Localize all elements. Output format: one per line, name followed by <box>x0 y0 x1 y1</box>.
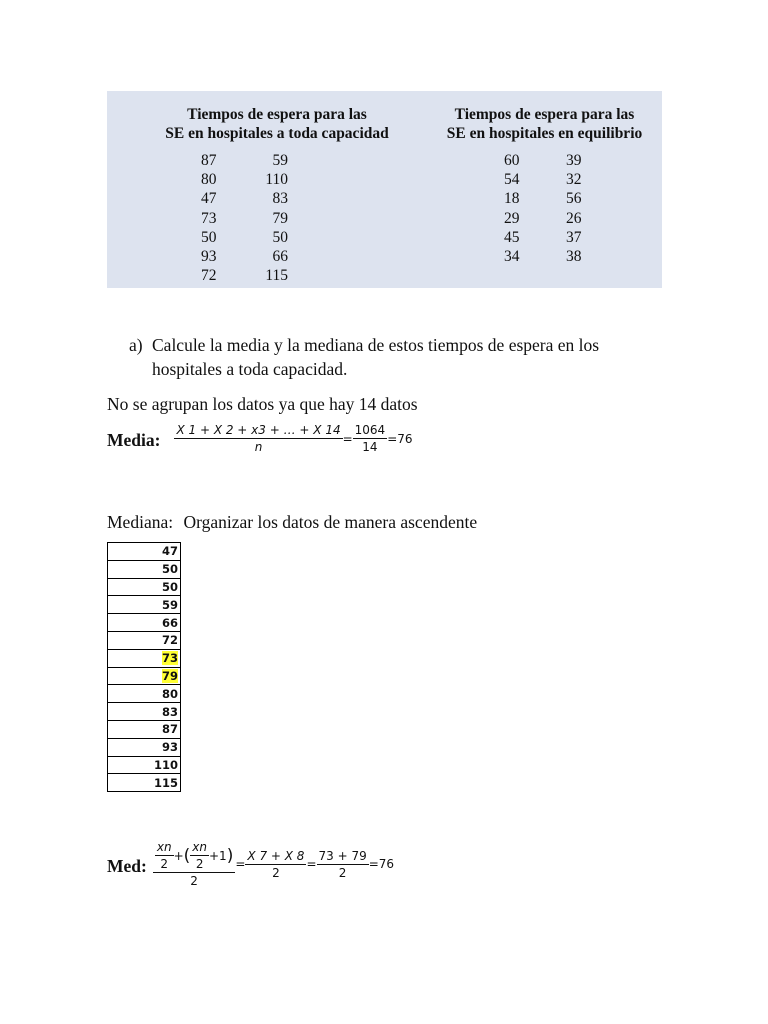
table-cell: 50 <box>108 560 181 578</box>
table-cell: 83 <box>108 703 181 721</box>
right-col1-value: 34 <box>504 247 520 265</box>
sorted-values-table <box>107 542 181 792</box>
waiting-times-table-image <box>107 91 662 288</box>
xn-text: xn <box>156 840 172 854</box>
med-result: =76 <box>368 857 395 871</box>
mediana-instruction: Organizar los datos de manera ascendente <box>183 512 478 532</box>
left-col2-value: 59 <box>272 152 288 169</box>
right-col2-value: 56 <box>566 190 582 208</box>
xn-over-2 <box>155 840 174 871</box>
highlighted-value: 73 <box>161 651 178 666</box>
med-formula <box>107 840 394 888</box>
med-equals-1: = <box>235 857 246 871</box>
left-col2-value: 110 <box>265 171 288 189</box>
med-main-denominator: 2 <box>190 874 198 888</box>
table-row <box>108 596 181 614</box>
right-col2-value: 37 <box>566 228 582 246</box>
table-cell-highlighted <box>108 667 181 685</box>
media-fraction <box>174 423 342 454</box>
question-a-marker: a) <box>129 335 143 355</box>
media-formula <box>107 423 413 454</box>
media-label: Media: <box>107 429 161 450</box>
media-count: 14 <box>362 440 378 454</box>
table-row <box>108 543 181 561</box>
close-paren: ) <box>226 845 234 866</box>
right-col2 <box>566 151 596 266</box>
left-col1-value: 80 <box>201 171 217 189</box>
table-row <box>108 774 181 792</box>
left-col2-value: 79 <box>272 209 288 227</box>
table-row <box>108 685 181 703</box>
left-col1-value: 93 <box>201 247 217 265</box>
table-row <box>108 560 181 578</box>
left-col2-value: 50 <box>272 228 288 246</box>
table-cell: 72 <box>108 631 181 649</box>
table-cell: 115 <box>108 774 181 792</box>
table-cell: 80 <box>108 685 181 703</box>
table-cell: 59 <box>108 596 181 614</box>
table-row <box>108 649 181 667</box>
xn-over-2-b <box>190 840 209 871</box>
right-col1-value: 45 <box>504 228 520 246</box>
right-col2-value: 32 <box>566 171 582 189</box>
media-result: =76 <box>387 431 413 446</box>
left-col1-value: 72 <box>201 267 217 285</box>
med-x7-x8: X 7 + X 8 <box>247 848 305 863</box>
table-row <box>108 703 181 721</box>
right-col1 <box>504 151 534 266</box>
mediana-heading <box>107 510 477 534</box>
left-col1-value: 50 <box>201 228 217 246</box>
med-main-fraction <box>153 840 235 888</box>
left-col2-value: 115 <box>265 267 288 285</box>
left-col2 <box>252 151 288 285</box>
right-col1-value: 18 <box>504 190 520 208</box>
med-den-2: 2 <box>272 865 280 880</box>
xn-text-b: xn <box>192 840 207 854</box>
mediana-label: Mediana: <box>107 512 174 532</box>
right-col2-value: 26 <box>566 209 582 227</box>
two-text-b: 2 <box>195 857 204 871</box>
left-col2-value: 83 <box>272 190 288 208</box>
table-row <box>108 614 181 632</box>
media-fraction-2 <box>353 423 388 454</box>
question-a-line2: hospitales a toda capacidad. <box>152 359 348 379</box>
media-numerator: X 1 + X 2 + x3 + … + X 14 <box>176 423 341 437</box>
right-col1-value: 54 <box>504 171 520 189</box>
table-cell-highlighted <box>108 649 181 667</box>
left-col1 <box>201 151 231 285</box>
med-73-79: 73 + 79 <box>318 848 367 863</box>
right-col1-value: 29 <box>504 209 520 227</box>
med-label: Med: <box>107 856 147 876</box>
left-col1-value: 47 <box>201 190 217 208</box>
table-cell: 50 <box>108 578 181 596</box>
table-row <box>108 667 181 685</box>
media-denominator: n <box>254 440 263 454</box>
table-row <box>108 738 181 756</box>
left-col2-value: 66 <box>272 247 288 265</box>
left-col1-value: 73 <box>201 209 217 227</box>
table-cell: 110 <box>108 756 181 774</box>
table-row <box>108 631 181 649</box>
plus-sign: + <box>173 848 184 863</box>
med-den-3: 2 <box>338 865 347 880</box>
left-title-line1: Tiempos de espera para las <box>187 106 367 123</box>
right-title-line2: SE en hospitales en equilibrio <box>446 125 643 142</box>
question-a-text <box>152 333 712 381</box>
plus-one: +1 <box>209 848 227 863</box>
right-table-title <box>432 105 657 143</box>
highlighted-value: 79 <box>161 668 178 683</box>
table-cell: 87 <box>108 720 181 738</box>
right-title-line1: Tiempos de espera para las <box>454 106 635 123</box>
table-row <box>108 720 181 738</box>
right-col2-value: 39 <box>566 152 582 169</box>
right-col2-value: 38 <box>566 247 582 265</box>
open-paren: ( <box>183 845 191 866</box>
left-table-title <box>127 105 427 143</box>
left-col1-value: 87 <box>201 152 217 169</box>
med-main-numerator <box>153 840 235 873</box>
med-fraction-2 <box>245 849 306 880</box>
grouping-note: No se agrupan los datos ya que hay 14 datos <box>107 394 418 414</box>
media-equals: = <box>342 431 353 446</box>
left-title-line2: SE en hospitales a toda capacidad <box>165 125 389 142</box>
table-cell: 47 <box>108 543 181 561</box>
med-equals-2: = <box>306 857 317 871</box>
table-row <box>108 578 181 596</box>
media-sum: 1064 <box>354 423 386 437</box>
med-fraction-3 <box>317 849 369 880</box>
two-text: 2 <box>160 857 169 871</box>
table-cell: 66 <box>108 614 181 632</box>
question-a-line1: Calcule la media y la mediana de estos tiempos de espera en los <box>152 335 600 355</box>
table-cell: 93 <box>108 738 181 756</box>
table-row <box>108 756 181 774</box>
right-col1-value: 60 <box>504 152 520 169</box>
